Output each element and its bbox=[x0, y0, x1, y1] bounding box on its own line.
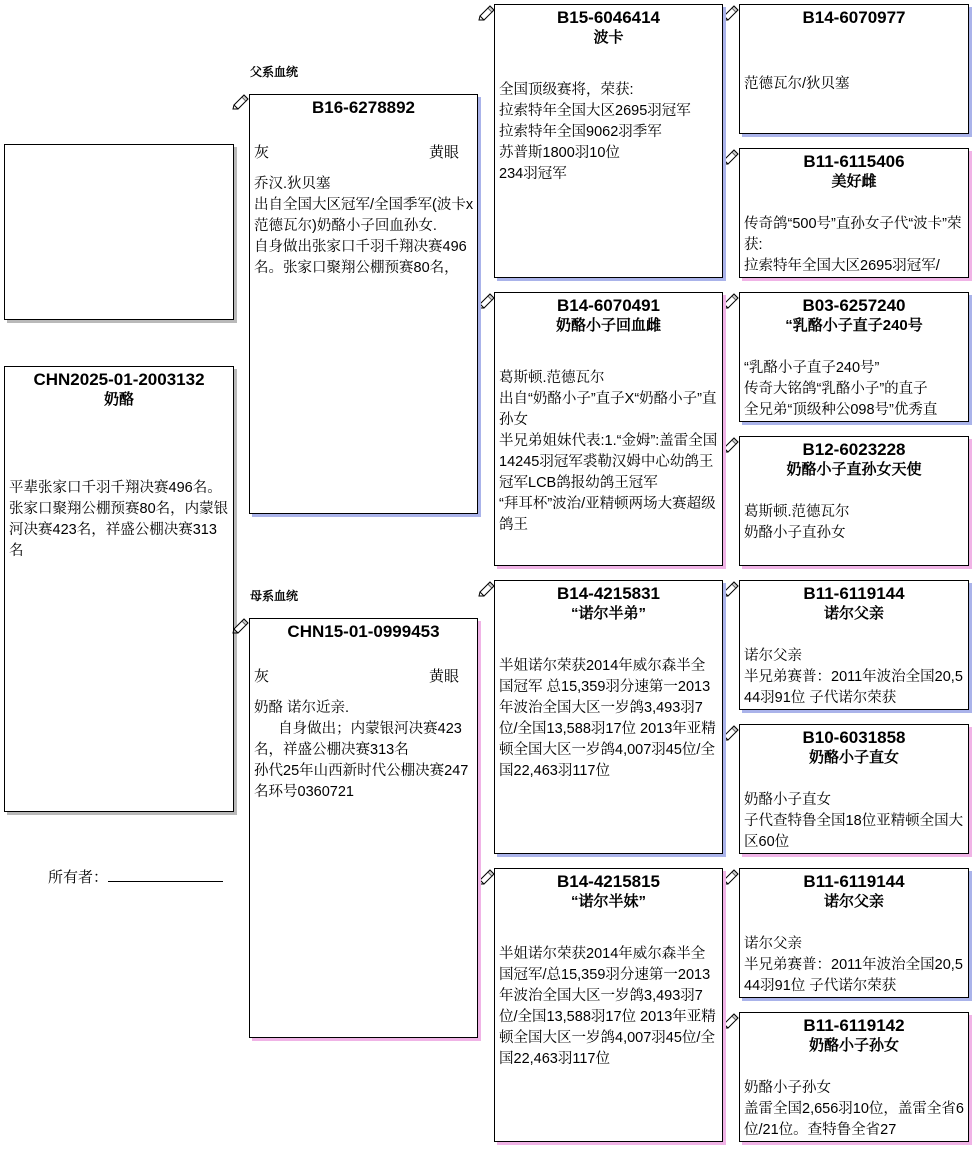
sire-desc: 乔汉.狄贝塞 出自全国大区冠军/全国季军(波卡x范德瓦尔)奶酪小子回血孙女. 自身做出张家口千羽千翔决赛496名。张家口聚翔公棚预赛80名， bbox=[254, 176, 474, 276]
edit-icon[interactable] bbox=[722, 869, 740, 885]
card-name: 诺尔父亲 bbox=[823, 893, 884, 910]
card-ring: B11-6119144 bbox=[803, 584, 905, 603]
granddam-paternal-card[interactable] bbox=[494, 292, 723, 566]
edit-icon[interactable] bbox=[722, 1013, 740, 1029]
sire-ring: B16-6278892 bbox=[311, 98, 416, 117]
card-desc: 诺尔父亲 半兄弟赛普：2011年波治全国20,544羽91位 子代诺尔荣获 bbox=[744, 936, 963, 994]
card-name: 奶酪小子直女 bbox=[808, 749, 899, 766]
card-ring: B15-6046414 bbox=[556, 8, 661, 27]
card-ring: B12-6023228 bbox=[802, 440, 906, 459]
dam-color: 灰 bbox=[254, 668, 270, 685]
gen4-card-6[interactable] bbox=[739, 724, 969, 854]
card-ring: B03-6257240 bbox=[802, 296, 906, 315]
card-name: 奶酪小子孙女 bbox=[808, 1037, 899, 1054]
dam-desc: 奶酪 诺尔近亲. 自身做出；内蒙银河决赛423名，祥盛公棚决赛313名 孙代25年山西新时代公棚决赛247名环号0360721 bbox=[254, 700, 469, 800]
subject-name: 奶酪 bbox=[103, 391, 134, 408]
card-desc: 葛斯顿.范德瓦尔 奶酪小子直孙女 bbox=[744, 504, 850, 541]
dam-color-eye bbox=[250, 666, 477, 687]
edit-icon[interactable] bbox=[722, 5, 740, 21]
gen4-card-3[interactable] bbox=[739, 292, 969, 422]
subject-desc: 平辈张家口千羽千翔决赛496名。张家口聚翔公棚预赛80名，内蒙银河决赛423名，祥盛公棚决赛313名 bbox=[9, 480, 229, 559]
owner-field bbox=[48, 866, 223, 887]
card-desc: “乳酪小子直子240号” 传奇大铭鸽“乳酪小子”的直子 全兄弟“顶级种公098号”优秀直 bbox=[744, 360, 938, 418]
grandsire-paternal-card[interactable] bbox=[494, 4, 723, 278]
dam-eye: 黄眼 bbox=[428, 668, 459, 685]
granddam-maternal-card[interactable] bbox=[494, 868, 723, 1142]
gen4-card-2[interactable] bbox=[739, 148, 969, 278]
edit-icon[interactable] bbox=[722, 293, 740, 309]
paternal-label: 父系血统 bbox=[250, 65, 299, 79]
card-ring: B11-6119144 bbox=[803, 872, 905, 891]
card-ring: B14-4215815 bbox=[556, 872, 661, 891]
card-desc: 半姐诺尔荣获2014年威尔森半全国冠军/总15,359羽分速第一2013年波治全国大区一岁鸽3,493羽7位/全国13,588羽17位 2013年亚精顿全国大区一岁鸽4,007羽45位/全国22,463羽117位 bbox=[499, 946, 716, 1067]
card-ring: B11-6119142 bbox=[803, 1016, 905, 1035]
sire-color-eye bbox=[250, 142, 477, 163]
card-name: 奶酪小子回血雌 bbox=[555, 317, 661, 334]
gen4-card-7[interactable] bbox=[739, 868, 969, 998]
subject-ring: CHN2025-01-2003132 bbox=[33, 370, 205, 389]
gen4-card-5[interactable] bbox=[739, 580, 969, 710]
edit-icon[interactable] bbox=[722, 581, 740, 597]
card-ring: B14-4215831 bbox=[556, 584, 661, 603]
gen4-card-1[interactable] bbox=[739, 4, 969, 134]
edit-icon[interactable] bbox=[722, 149, 740, 165]
sire-color: 灰 bbox=[254, 144, 270, 161]
owner-line bbox=[108, 867, 223, 882]
edit-icon[interactable] bbox=[722, 725, 740, 741]
photo-box bbox=[4, 144, 234, 320]
sire-card[interactable] bbox=[249, 94, 478, 514]
card-ring: B11-6115406 bbox=[803, 152, 905, 171]
card-name: 波卡 bbox=[593, 29, 624, 46]
card-desc: 全国顶级赛将，荣获: 拉索特年全国大区2695羽冠军 拉索特年全国9062羽季军 苏普斯1800羽10位 234羽冠军 bbox=[499, 82, 691, 182]
card-ring: B10-6031858 bbox=[802, 728, 906, 747]
owner-label: 所有者： bbox=[48, 869, 109, 886]
gen4-card-8[interactable] bbox=[739, 1012, 969, 1142]
card-desc: 传奇鸽“500号”直孙女子代“波卡”荣获: 拉索特年全国大区2695羽冠军/ bbox=[744, 216, 962, 274]
card-name: 诺尔父亲 bbox=[823, 605, 884, 622]
edit-icon[interactable] bbox=[232, 94, 250, 110]
card-desc: 葛斯顿.范德瓦尔 出自“奶酪小子”直子X“奶酪小子”直孙女 半兄弟姐妹代表:1.“金姆”:盖雷全国14245羽冠军裘勒汉姆中心幼鸽王冠军LCB鸽报幼鸽王冠军 “拜耳杯”波治/亚精顿两场大赛超级鸽王 bbox=[499, 370, 718, 533]
card-name: “乳酪小子直子240号 bbox=[785, 317, 923, 334]
grandsire-maternal-card[interactable] bbox=[494, 580, 723, 854]
edit-icon[interactable] bbox=[232, 618, 250, 634]
dam-card[interactable] bbox=[249, 618, 478, 1038]
gen4-card-4[interactable] bbox=[739, 436, 969, 566]
card-name bbox=[740, 28, 968, 48]
sire-eye: 黄眼 bbox=[428, 144, 459, 161]
card-desc: 半姐诺尔荣获2014年威尔森半全国冠军 总15,359羽分速第一2013年波治全国大区一岁鸽3,493羽7位/全国13,588羽17位 2013年亚精顿全国大区一岁鸽4,007羽45位/全国22,463羽117位 bbox=[499, 658, 716, 779]
card-name: “诺尔半妹” bbox=[570, 893, 646, 910]
subject-card[interactable] bbox=[4, 366, 234, 812]
card-desc: 范德瓦尔/狄贝塞 bbox=[744, 76, 850, 92]
edit-icon[interactable] bbox=[722, 437, 740, 453]
card-desc: 奶酪小子直女 子代查特鲁全国18位亚精顿全国大区60位 bbox=[744, 792, 964, 850]
dam-ring: CHN15-01-0999453 bbox=[287, 622, 440, 641]
maternal-label: 母系血统 bbox=[250, 589, 299, 603]
card-ring: B14-6070977 bbox=[802, 8, 906, 27]
card-name: “诺尔半弟” bbox=[570, 605, 646, 622]
card-name: 美好雌 bbox=[831, 173, 877, 190]
card-ring: B14-6070491 bbox=[556, 296, 661, 315]
card-desc: 奶酪小子孙女 盖雷全国2,656羽10位，盖雷全省6位/21位。查特鲁全省27 bbox=[744, 1080, 964, 1138]
card-name: 奶酪小子直孙女天使 bbox=[786, 461, 922, 478]
card-desc: 诺尔父亲 半兄弟赛普：2011年波治全国20,544羽91位 子代诺尔荣获 bbox=[744, 648, 963, 706]
